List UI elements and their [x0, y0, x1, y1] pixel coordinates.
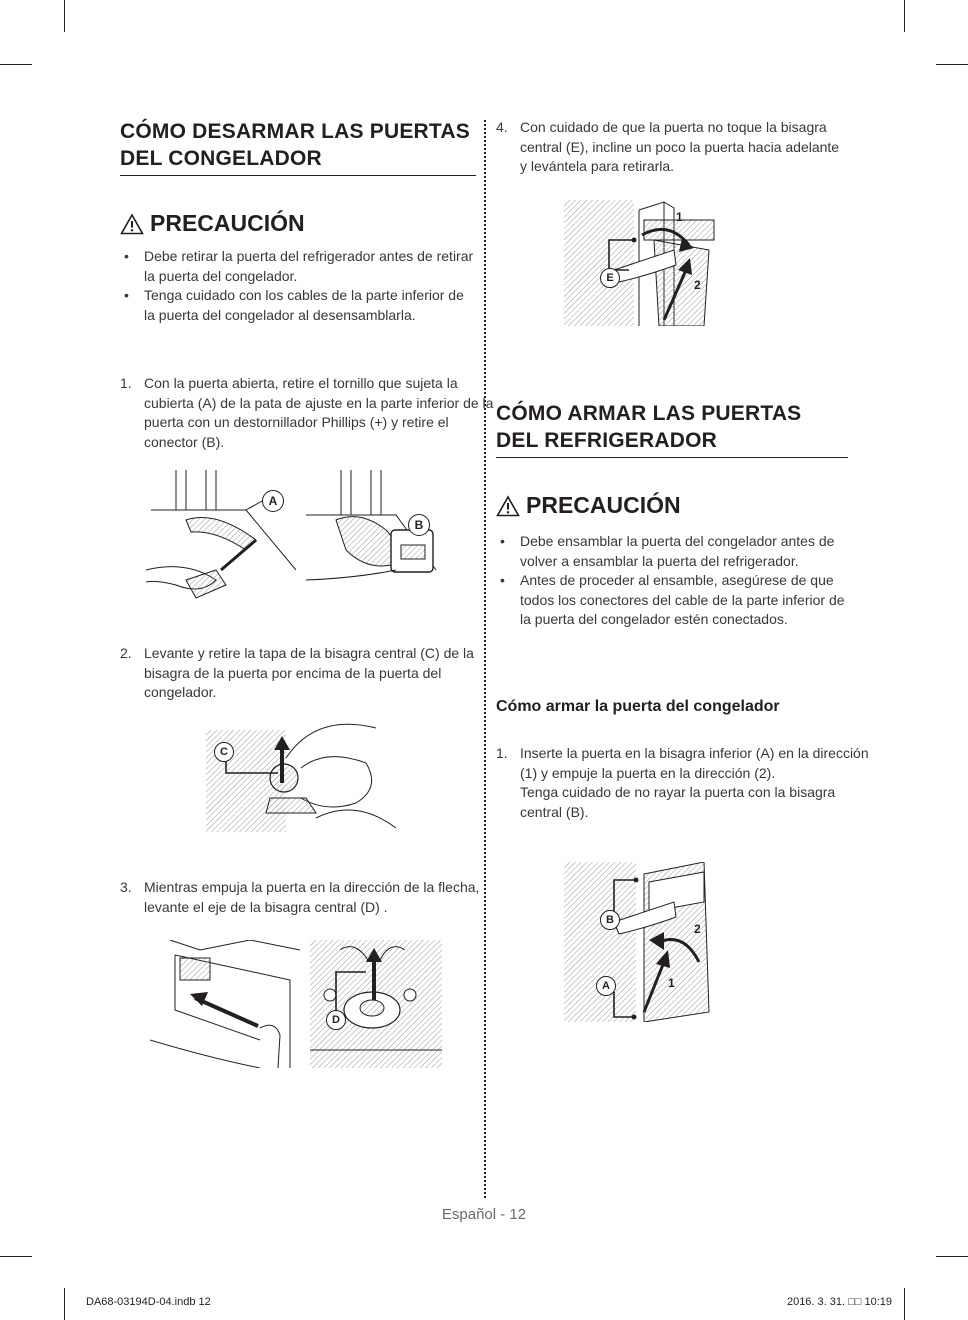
arrow-label-1: 1	[676, 210, 683, 224]
callout-a-assemble: A	[596, 976, 616, 996]
crop-mark	[936, 64, 968, 65]
print-date: 2016. 3. 31. □□ 10:19	[786, 1296, 892, 1308]
crop-mark	[0, 1256, 32, 1257]
illustration-push-door	[150, 940, 300, 1068]
page-number: Español - 12	[441, 1206, 527, 1223]
crop-mark	[0, 64, 32, 65]
step-number: 2.	[120, 645, 132, 661]
subsection-title: Cómo armar la puerta del congelador	[496, 698, 780, 715]
arrow-label-2: 2	[694, 278, 701, 292]
file-name: DA68-03194D-04.indb 12	[86, 1296, 211, 1308]
step-3	[120, 878, 500, 917]
crop-mark	[64, 1288, 65, 1320]
caution-list	[120, 247, 476, 325]
caution-title: PRECAUCIÓN	[150, 210, 305, 236]
caution-item: • Antes de proceder al ensamble, asegúrese de que todos los conectores del cable de la parte inferior de la puerta del congelador estén conectados.	[496, 571, 848, 630]
caution-heading	[496, 492, 848, 519]
step-text: Con cuidado de que la puerta no toque la bisagra central (E), incline un poco la puerta hacia adelante y levántela para retirarla.	[520, 119, 840, 174]
step-text: Mientras empuja la puerta en la dirección de la flecha, levante el eje de la bisagra central (D) .	[144, 879, 480, 915]
caution-item: • Tenga cuidado con los cables de la parte inferior de la puerta del congelador al desensamblarla.	[120, 286, 476, 325]
warning-icon	[120, 213, 144, 235]
left-column	[120, 118, 494, 915]
step-4	[496, 118, 848, 177]
section-title-line: CÓMO DESARMAR LAS PUERTAS	[120, 120, 470, 143]
illustration-hinge-cover-c	[206, 718, 396, 832]
section-title-disassemble	[120, 118, 476, 176]
step-number: 3.	[120, 879, 132, 895]
caution-item: • Debe retirar la puerta del refrigerador antes de retirar la puerta del congelador.	[120, 247, 476, 286]
step-number: 4.	[496, 119, 508, 135]
caution-list	[496, 532, 848, 630]
step-number: 1.	[496, 745, 508, 761]
section-title-line: DEL REFRIGERADOR	[496, 429, 717, 452]
callout-e: E	[600, 268, 620, 288]
caution-title: PRECAUCIÓN	[526, 492, 681, 518]
step-2	[120, 644, 500, 703]
arrow-label-1-assemble: 1	[668, 976, 675, 990]
illustration-lift-door-e	[564, 200, 724, 326]
arrow-label-2-assemble: 2	[694, 922, 701, 936]
step-text: Levante y retire la tapa de la bisagra central (C) de la bisagra de la puerta por encima de la puerta del congelador.	[144, 645, 474, 700]
crop-mark	[936, 1256, 968, 1257]
illustration-insert-door	[564, 862, 714, 1022]
illustration-hinge-shaft-d	[310, 940, 442, 1068]
callout-a: A	[262, 490, 284, 512]
step-1-assemble	[496, 744, 872, 822]
step-note: Tenga cuidado de no rayar la puerta con la bisagra central (B).	[520, 784, 836, 820]
step-number: 1.	[120, 375, 132, 391]
caution-heading	[120, 210, 476, 237]
step-text: Inserte la puerta en la bisagra inferior (A) en la dirección (1) y empuje la puerta en la dirección (2).	[520, 745, 869, 781]
caution-item: • Debe ensamblar la puerta del congelador antes de volver a ensamblar la puerta del refrigerador.	[496, 532, 848, 571]
callout-b-assemble: B	[600, 910, 620, 930]
step-1	[120, 374, 500, 452]
crop-mark	[64, 0, 65, 32]
section-title-assemble	[496, 400, 848, 458]
right-column	[496, 118, 869, 820]
step-text: Con la puerta abierta, retire el tornillo que sujeta la cubierta (A) de la pata de ajuste en la parte inferior de la puerta con un destornillador Phillips (+) y retire el conector (B).	[144, 375, 494, 450]
crop-mark	[904, 1288, 905, 1320]
section-title-line: DEL CONGELADOR	[120, 147, 322, 170]
callout-b: B	[408, 514, 430, 536]
section-title-line: CÓMO ARMAR LAS PUERTAS	[496, 402, 802, 425]
callout-c: C	[214, 742, 234, 762]
warning-icon	[496, 495, 520, 517]
callout-d: D	[326, 1010, 346, 1030]
crop-mark	[904, 0, 905, 32]
